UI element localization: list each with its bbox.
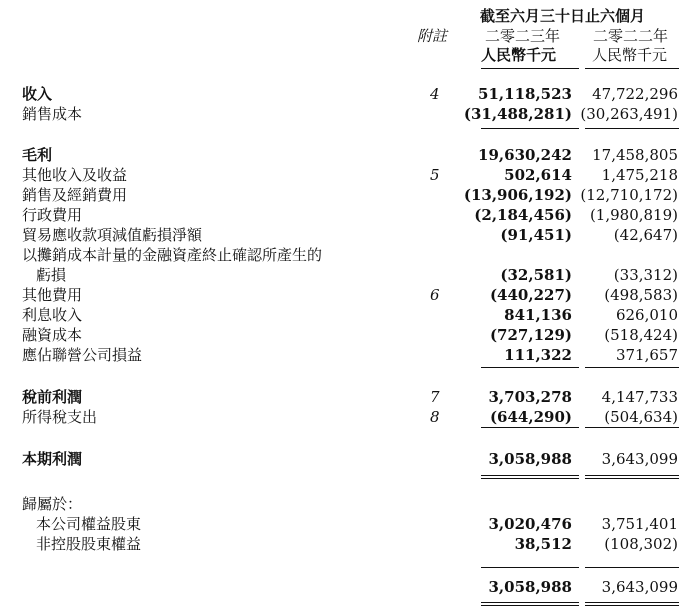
value-2022: 47,722,296 (592, 85, 678, 103)
statement-row (0, 535, 700, 554)
row-note: 5 (430, 166, 440, 184)
row-label: 稅前利潤 (22, 388, 83, 406)
statement-row (0, 206, 700, 225)
value-2022: (1,980,819) (589, 206, 678, 224)
row-label: 其他收入及收益 (22, 166, 128, 184)
statement-row (0, 266, 700, 285)
value-2022: 17,458,805 (592, 146, 678, 164)
subtotal-rule-2022 (585, 128, 679, 129)
value-2023: (32,581) (500, 266, 572, 284)
subtotal-rule-2023 (481, 367, 579, 368)
statement-row (0, 578, 700, 597)
total-rule-2022 (585, 478, 679, 479)
value-2023: 51,118,523 (478, 85, 572, 103)
year-2022-heading: 二零二二年 (593, 27, 669, 45)
total-rule-2022 (585, 605, 679, 606)
total-rule-2022 (585, 475, 679, 476)
row-label: 本期利潤 (22, 450, 83, 468)
value-2023: 841,136 (504, 306, 572, 324)
statement-row (0, 85, 700, 104)
value-2022: 3,643,099 (601, 578, 678, 596)
row-label: 以攤銷成本計量的金融資產終止確認所產生的 (22, 246, 323, 264)
subtotal-rule-2022 (585, 427, 679, 428)
value-2022: 4,147,733 (601, 388, 678, 406)
statement-row (0, 226, 700, 245)
value-2023: (91,451) (500, 226, 572, 244)
row-label: 非控股股東權益 (36, 535, 142, 553)
value-2023: 502,614 (504, 166, 572, 184)
value-2023: 3,058,988 (488, 450, 572, 468)
row-label: 應佔聯營公司損益 (22, 346, 143, 364)
row-label: 歸屬於： (22, 495, 83, 513)
statement-row (0, 408, 700, 427)
unit-2022-heading: 人民幣千元 (592, 46, 668, 64)
row-note: 8 (430, 408, 440, 426)
value-2023: 3,020,476 (488, 515, 572, 533)
statement-row (0, 186, 700, 205)
subtotal-rule-2022 (585, 567, 679, 568)
subtotal-rule-2023 (481, 128, 579, 129)
total-rule-2023 (481, 605, 579, 606)
header-rule-2022 (585, 68, 679, 69)
statement-row (0, 515, 700, 534)
statement-row (0, 306, 700, 325)
value-2022: 371,657 (615, 346, 678, 364)
subtotal-rule-2023 (481, 567, 579, 568)
total-rule-2023 (481, 478, 579, 479)
unit-2023-heading: 人民幣千元 (481, 46, 557, 64)
row-note: 6 (430, 286, 440, 304)
value-2023: 3,058,988 (488, 578, 572, 596)
value-2022: (33,312) (613, 266, 678, 284)
value-2023: (31,488,281) (463, 105, 572, 123)
row-label: 銷售及經銷費用 (22, 186, 128, 204)
value-2023: (13,906,192) (463, 186, 572, 204)
value-2022: (12,710,172) (580, 186, 678, 204)
value-2023: 111,322 (504, 346, 572, 364)
statement-row (0, 450, 700, 469)
value-2022: 1,475,218 (601, 166, 678, 184)
row-label: 貿易應收款項減值虧損淨額 (22, 226, 203, 244)
subtotal-rule-2023 (481, 427, 579, 428)
value-2022: (518,424) (604, 326, 678, 344)
value-2022: (108,302) (604, 535, 678, 553)
value-2022: (42,647) (613, 226, 678, 244)
value-2023: (2,184,456) (474, 206, 572, 224)
period-heading: 截至六月三十日止六個月 (480, 7, 646, 25)
value-2023: 38,512 (514, 535, 572, 553)
row-label: 利息收入 (22, 306, 83, 324)
statement-row (0, 388, 700, 407)
row-label: 虧損 (36, 266, 67, 284)
total-rule-2023 (481, 475, 579, 476)
value-2022: (504,634) (604, 408, 678, 426)
row-note: 4 (430, 85, 440, 103)
value-2023: 19,630,242 (478, 146, 572, 164)
value-2022: 3,751,401 (601, 515, 678, 533)
value-2023: (440,227) (489, 286, 572, 304)
subtotal-rule-2022 (585, 367, 679, 368)
statement-row (0, 246, 700, 265)
row-label: 銷售成本 (22, 105, 83, 123)
row-label: 收入 (22, 85, 53, 103)
total-rule-2022 (585, 602, 679, 603)
value-2022: 3,643,099 (601, 450, 678, 468)
statement-row (0, 146, 700, 165)
value-2022: (30,263,491) (580, 105, 678, 123)
row-note: 7 (430, 388, 440, 406)
year-2023-heading: 二零二三年 (485, 27, 561, 45)
value-2023: 3,703,278 (488, 388, 572, 406)
row-label: 融資成本 (22, 326, 83, 344)
note-column-heading: 附註 (417, 27, 448, 45)
value-2023: (727,129) (489, 326, 572, 344)
statement-row (0, 166, 700, 185)
statement-row (0, 286, 700, 305)
value-2022: (498,583) (604, 286, 678, 304)
statement-row (0, 495, 700, 514)
row-label: 行政費用 (22, 206, 83, 224)
statement-row (0, 346, 700, 365)
total-rule-2023 (481, 602, 579, 603)
header-rule-2023 (481, 68, 579, 69)
row-label: 所得稅支出 (22, 408, 98, 426)
row-label: 本公司權益股東 (36, 515, 142, 533)
value-2022: 626,010 (615, 306, 678, 324)
row-label: 其他費用 (22, 286, 83, 304)
statement-row (0, 105, 700, 124)
value-2023: (644,290) (489, 408, 572, 426)
row-label: 毛利 (22, 146, 53, 164)
statement-row (0, 326, 700, 345)
